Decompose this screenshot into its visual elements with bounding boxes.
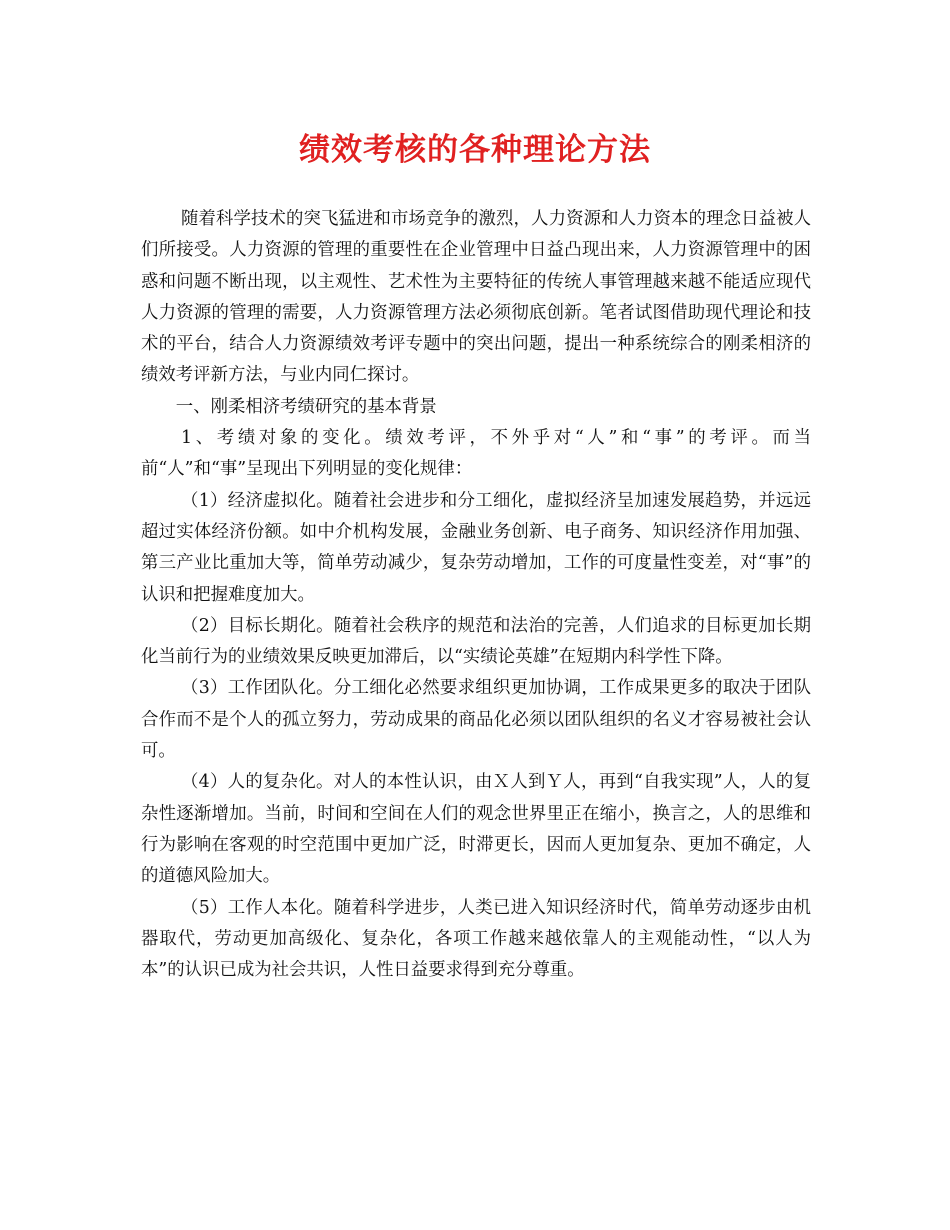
paragraph-intro: 随着科学技术的突飞猛进和市场竞争的激烈，人力资源和人力资本的理念日益被人们所接受。人力资源的管理的重要性在企业管理中日益凸现出来，人力资源管理中的困惑和问题不断出现，以主观性、艺术性为主要特征的传统人事管理越来越不能适应现代人力资源的管理的需要，人力资源管理方法必须彻底创新。笔者试图借助现代理论和技术的平台，结合人力资源绩效考评专题中的突出问题，提出一种系统综合的刚柔相济的绩效考评新方法，与业内同仁探讨。	[141, 209, 811, 386]
paragraph-item-3: （3）工作团队化。分工细化必然要求组织更加协调，工作成果更多的取决于团队合作而不是个人的孤立努力，劳动成果的商品化必须以团队组织的名义才容易被社会认可。	[141, 678, 811, 762]
document-body	[141, 204, 811, 986]
section-heading: 一、刚柔相济考绩研究的基本背景	[175, 396, 437, 417]
paragraph-item-2: （2）目标长期化。随着社会秩序的规范和法治的完善，人们追求的目标更加长期化当前行为的业绩效果反映更加滞后，以“实绩论英雄”在短期内科学性下降。	[141, 615, 811, 668]
paragraph-point-1: 1、考绩对象的变化。绩效考评，不外乎对“人”和“事”的考评。而当前“人”和“事”呈现出下列明显的变化规律：	[141, 428, 811, 480]
paragraph-item-4: （4）人的复杂化。对人的本性认识，由Ｘ人到Ｙ人，再到“自我实现”人，人的复杂性逐渐增加。当前，时间和空间在人们的观念世界里正在缩小，换言之，人的思维和行为影响在客观的时空范围中更加广泛，时滞更长，因而人更加复杂、更加不确定，人的道德风险加大。	[141, 772, 811, 887]
document-title: 绩效考核的各种理论方法	[299, 132, 651, 168]
paragraph-item-5: （5）工作人本化。随着科学进步，人类已进入知识经济时代，简单劳动逐步由机器取代，劳动更加高级化、复杂化，各项工作越来越依靠人的主观能动性，“以人为本”的认识已成为社会共识，人性日益要求得到充分尊重。	[141, 897, 811, 981]
paragraph-item-1: （1）经济虚拟化。随着社会进步和分工细化，虚拟经济呈加速发展趋势，并远远超过实体经济份额。如中介机构发展，金融业务创新、电子商务、知识经济作用加强、第三产业比重加大等，简单劳动减少，复杂劳动增加，工作的可度量性变差，对“事”的认识和把握难度加大。	[141, 490, 811, 605]
